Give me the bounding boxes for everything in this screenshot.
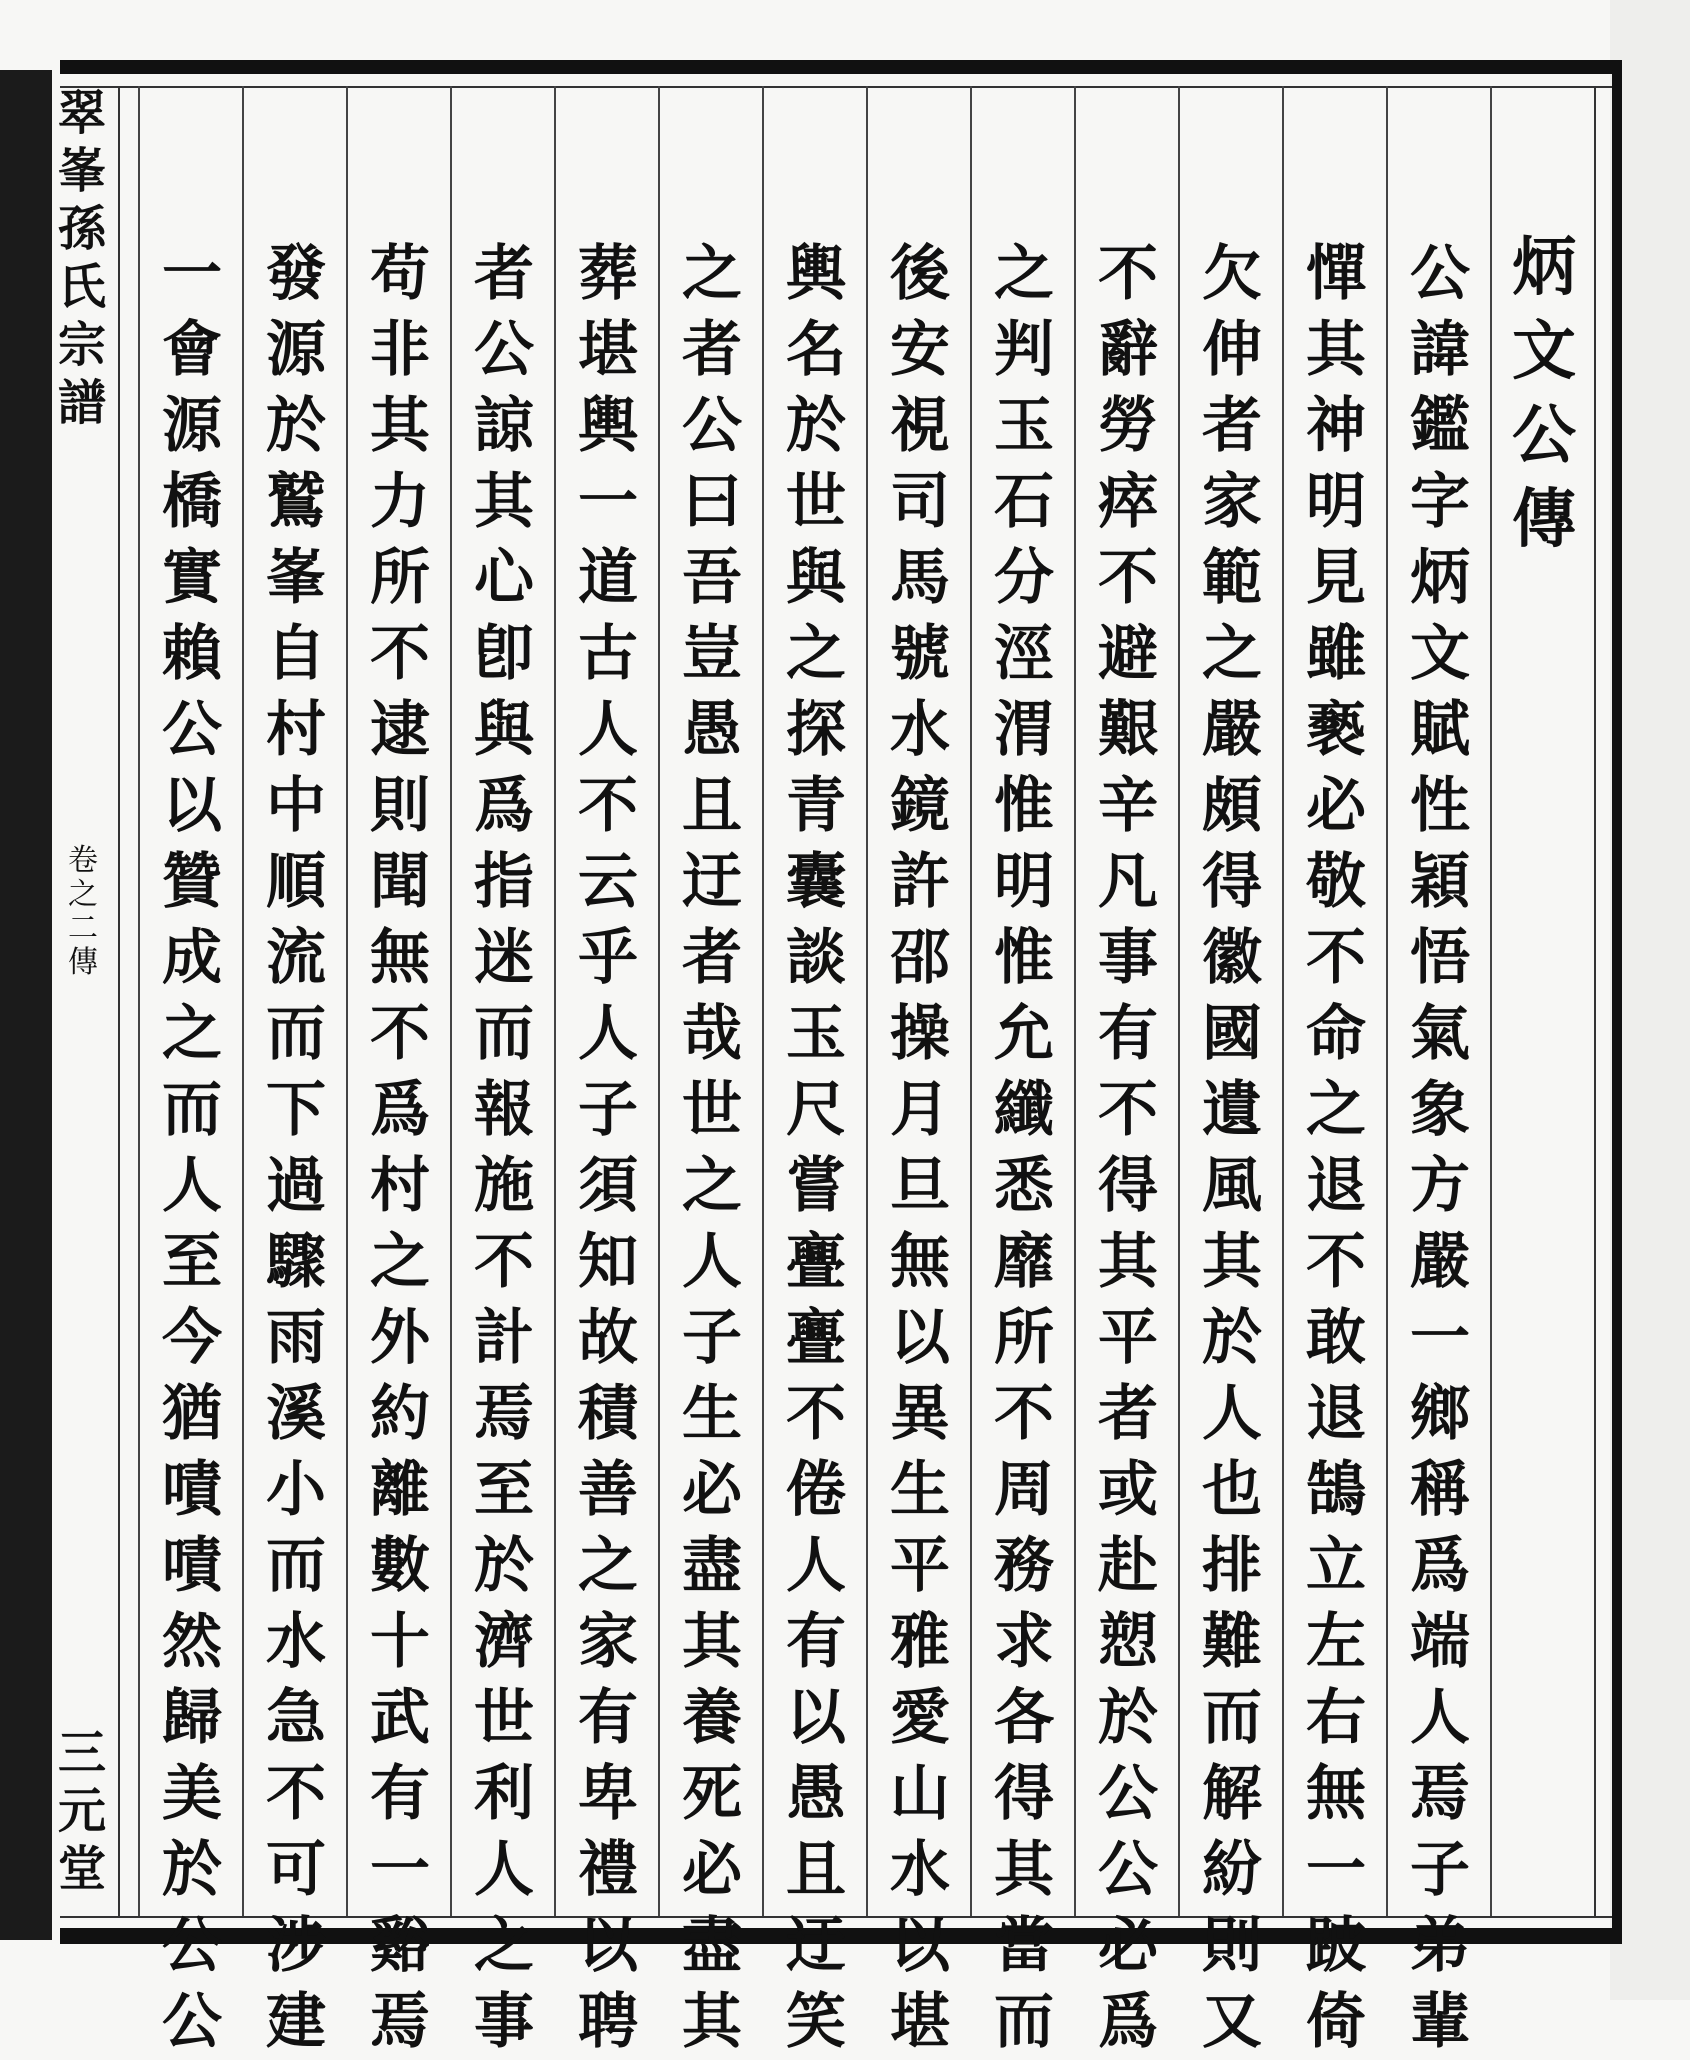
section-label: [66, 844, 100, 980]
text-column: [346, 86, 450, 2057]
column-text: 之判玉石分涇渭惟明惟允纖悉靡所不周務求各得其當而: [994, 239, 1054, 2057]
section-name: 傳: [68, 945, 98, 980]
column-text: 一會源橋實賴公以贊成之而人至今猶嘖嘖然歸美於公公: [162, 239, 222, 2057]
text-columns: [120, 86, 1594, 2057]
inner-rule-right: [1594, 86, 1596, 1918]
chapter-title: 炳文公傳: [1512, 230, 1576, 557]
fore-edge-margin: [56, 84, 108, 1920]
hall-name: 三元堂: [57, 1725, 106, 1897]
column-text: 欠伸者家範之嚴頗得徽國遺風其於人也排難而解紛則又: [1202, 239, 1262, 2057]
border-top: [60, 60, 1620, 74]
text-column: [1282, 86, 1386, 2057]
column-text: 後安視司馬號水鏡許邵操月旦無以異生平雅愛山水以堪: [890, 239, 950, 2057]
text-column: [762, 86, 866, 2057]
text-column: [1178, 86, 1282, 2057]
text-column: [450, 86, 554, 2057]
column-text: 苟非其力所不逮則聞無不爲村之外約離數十武有一谿焉: [370, 239, 430, 2057]
column-text: 輿名於世與之探青囊談玉尺嘗亹亹不倦人有以愚且迂笑: [786, 239, 846, 2057]
border-right: [1612, 60, 1622, 1944]
text-column: [242, 86, 346, 2057]
text-column: [866, 86, 970, 2057]
text-column: [554, 86, 658, 2057]
text-column: [1074, 86, 1178, 2057]
text-column: [1490, 86, 1594, 1916]
column-text: 者公諒其心卽與爲指迷而報施不計焉至於濟世利人之事: [474, 239, 534, 2057]
column-text: 葬堪輿一道古人不云乎人子須知故積善之家有卑禮以聘: [578, 239, 638, 2057]
column-text: 不辭勞瘁不避艱辛凡事有不得其平者或赴愬於公公必爲: [1098, 239, 1158, 2057]
column-text: 憚其神明見雖褻必敬不命之退不敢退鵠立左右無一跛倚: [1306, 239, 1366, 2057]
text-column: [658, 86, 762, 2057]
text-column: [970, 86, 1074, 2057]
column-text: 公諱鑑字炳文賦性穎悟氣象方嚴一鄉稱爲端人焉子弟輩: [1410, 239, 1470, 2057]
book-title: 翠峯孫氏宗譜: [57, 85, 106, 431]
text-column: [138, 86, 242, 2057]
column-text: 之者公曰吾豈愚且迂者哉世之人子生必盡其養死必盡其: [682, 239, 742, 2057]
column-text: 發源於鷲峯自村中順流而下過驟雨溪小而水急不可涉建: [266, 239, 326, 2057]
page-right-margin: [1610, 0, 1690, 2000]
text-column: [1386, 86, 1490, 2057]
volume-label: 卷之二: [68, 843, 98, 946]
book-spine-shadow: [0, 70, 52, 1940]
